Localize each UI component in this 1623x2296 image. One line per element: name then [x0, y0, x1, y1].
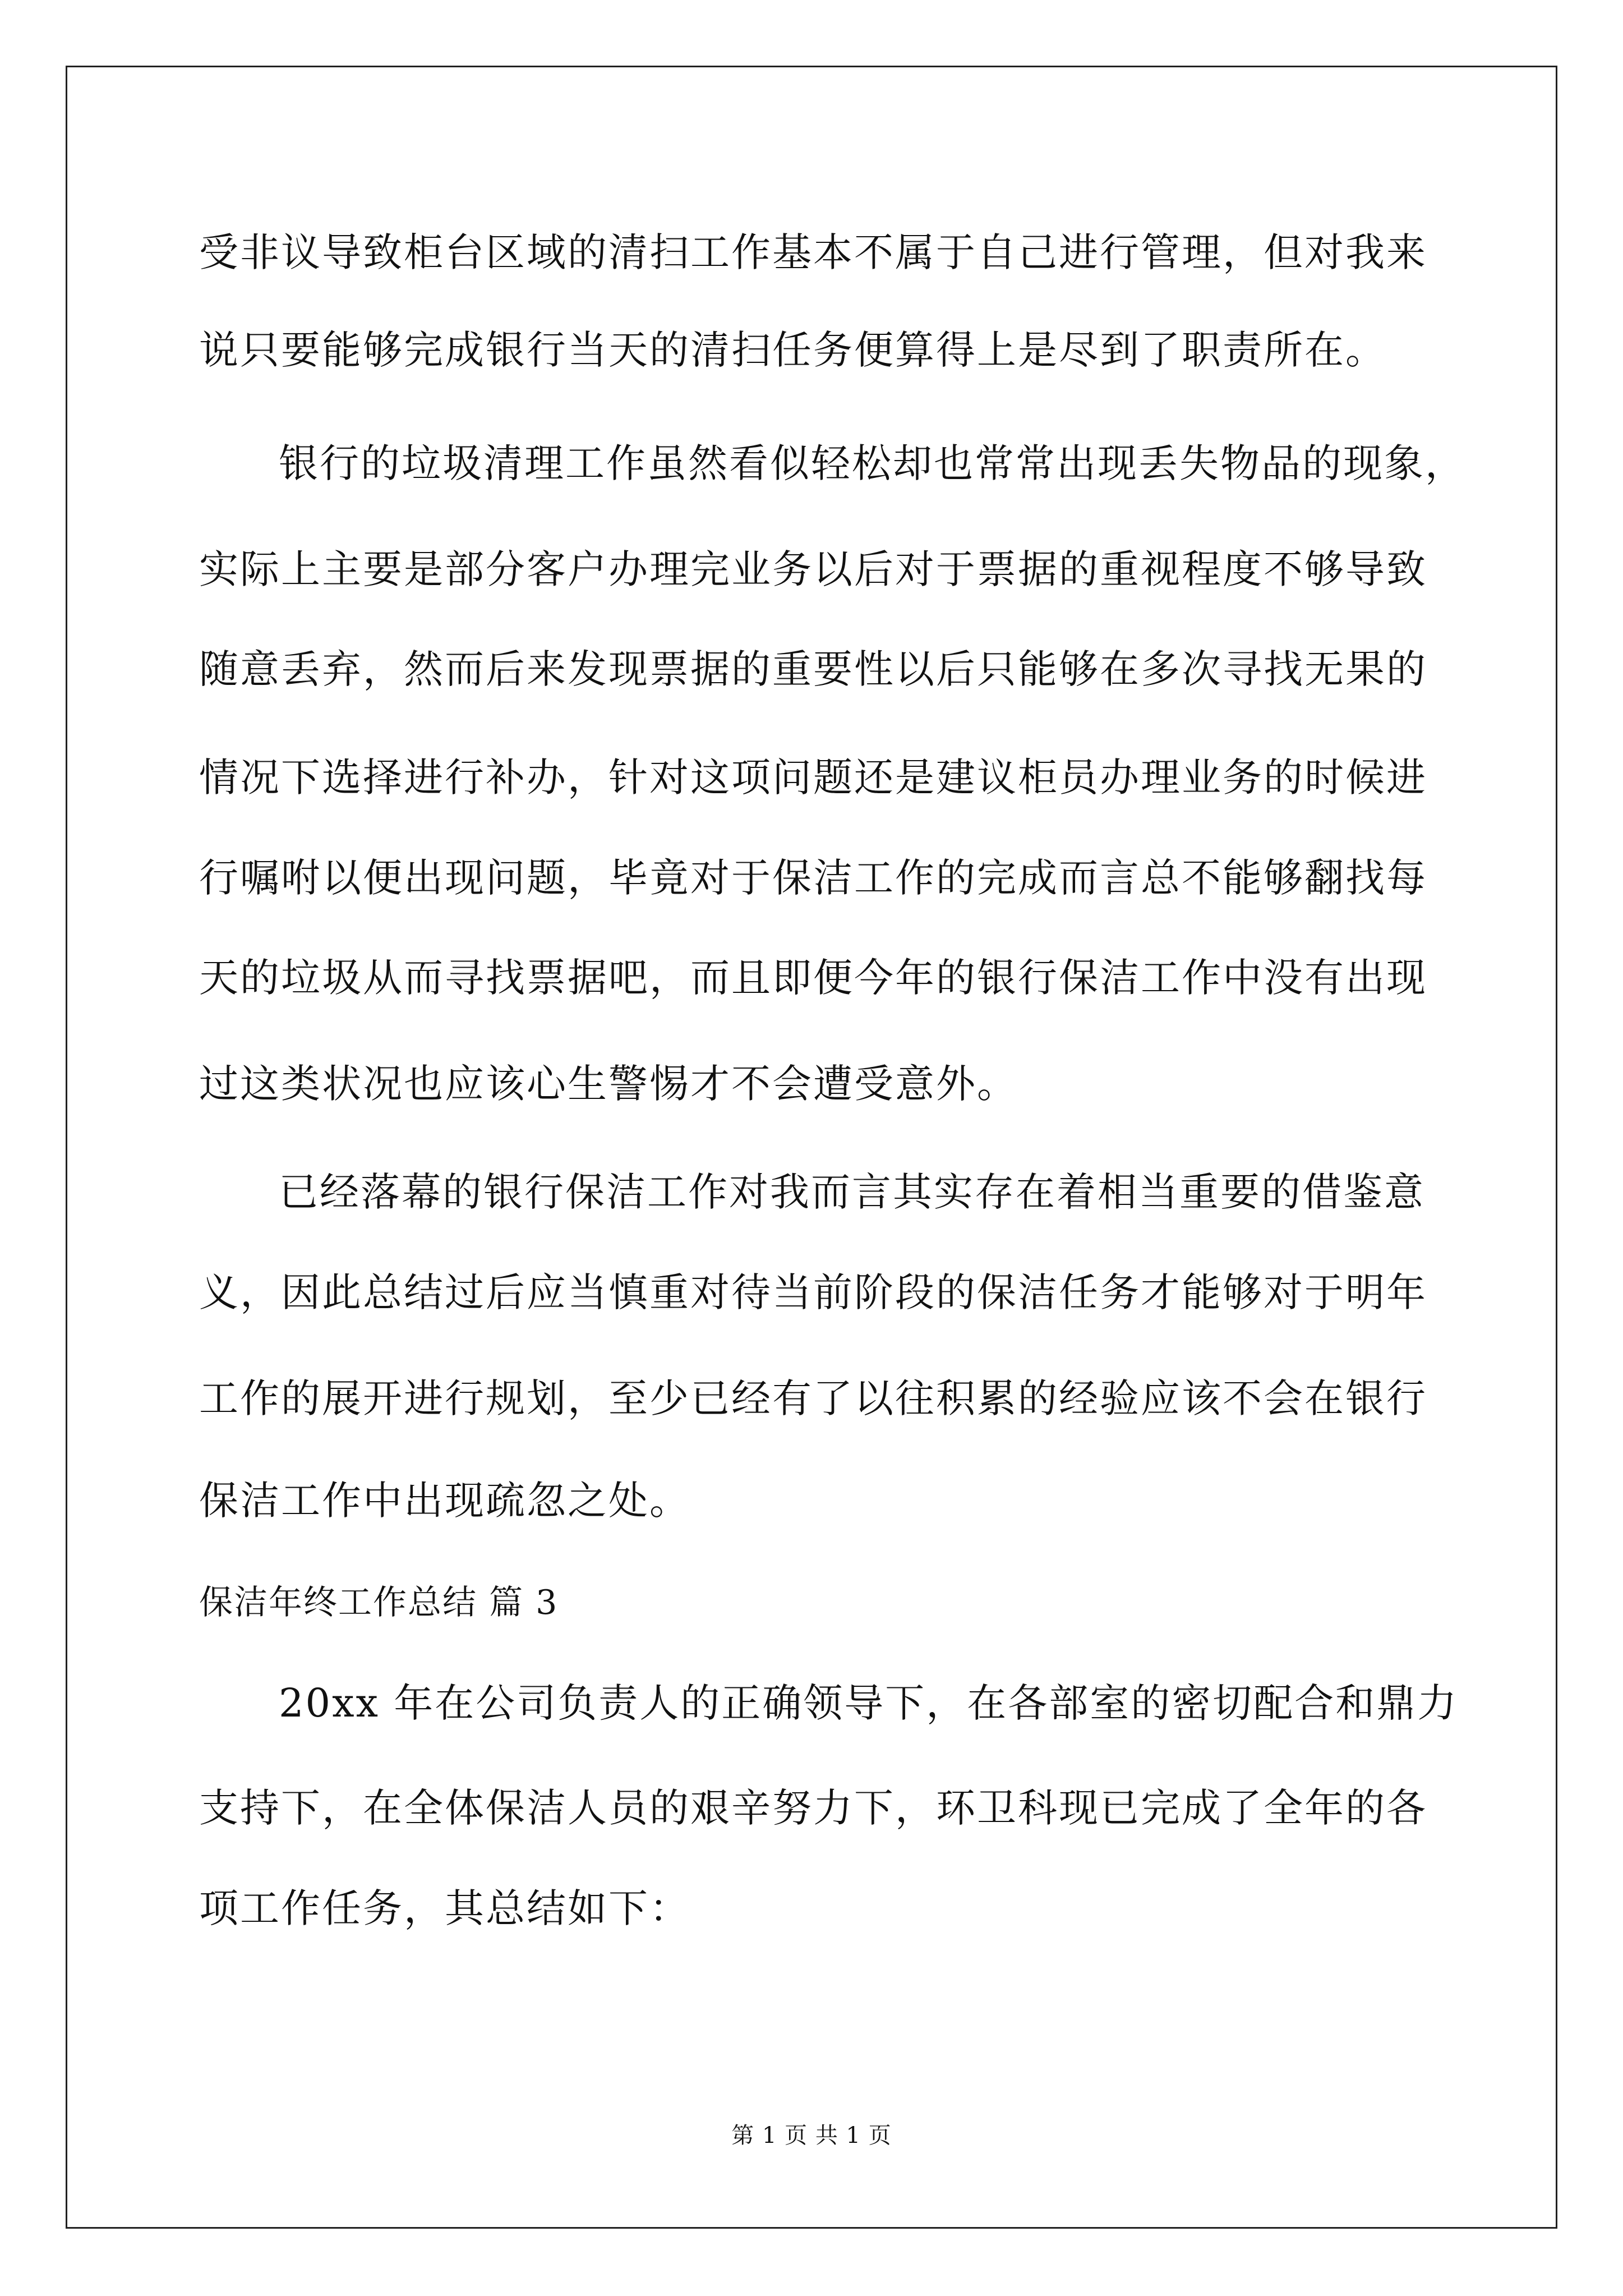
section-heading: 保洁年终工作总结 篇 3: [199, 1583, 559, 1622]
paragraph-line: 项工作任务，其总结如下：: [199, 1885, 690, 1931]
paragraph-line: 银行的垃圾清理工作虽然看似轻松却也常常出现丢失物品的现象，: [279, 440, 1466, 486]
paragraph-line: 情况下选择进行补办，针对这项问题还是建议柜员办理业务的时候进: [199, 754, 1427, 800]
paragraph-line: 过这类状况也应该心生警惕才不会遭受意外。: [199, 1061, 1018, 1107]
paragraph-line: 工作的展开进行规划，至少已经有了以往积累的经验应该不会在银行: [199, 1375, 1427, 1421]
page-footer: 第 1 页 共 1 页: [731, 2123, 892, 2148]
paragraph-line: 随意丢弃，然而后来发现票据的重要性以后只能够在多次寻找无果的: [199, 646, 1427, 692]
paragraph-line: 受非议导致柜台区域的清扫工作基本不属于自己进行管理，但对我来: [199, 229, 1427, 275]
paragraph-line: 说只要能够完成银行当天的清扫任务便算得上是尽到了职责所在。: [199, 327, 1386, 373]
paragraph-line: 天的垃圾从而寻找票据吧，而且即便今年的银行保洁工作中没有出现: [199, 955, 1427, 1001]
paragraph-line: 保洁工作中出现疏忽之处。: [199, 1478, 690, 1524]
paragraph-line: 义，因此总结过后应当慎重对待当前阶段的保洁任务才能够对于明年: [199, 1269, 1427, 1315]
paragraph-line: 实际上主要是部分客户办理完业务以后对于票据的重视程度不够导致: [199, 546, 1427, 592]
paragraph-line: 支持下，在全体保洁人员的艰辛努力下，环卫科现已完成了全年的各: [199, 1785, 1427, 1831]
paragraph-line: 行嘱咐以便出现问题，毕竟对于保洁工作的完成而言总不能够翻找每: [199, 855, 1427, 901]
paragraph-line: 20xx 年在公司负责人的正确领导下，在各部室的密切配合和鼎力: [279, 1680, 1459, 1726]
paragraph-line: 已经落幕的银行保洁工作对我而言其实存在着相当重要的借鉴意: [279, 1169, 1425, 1215]
